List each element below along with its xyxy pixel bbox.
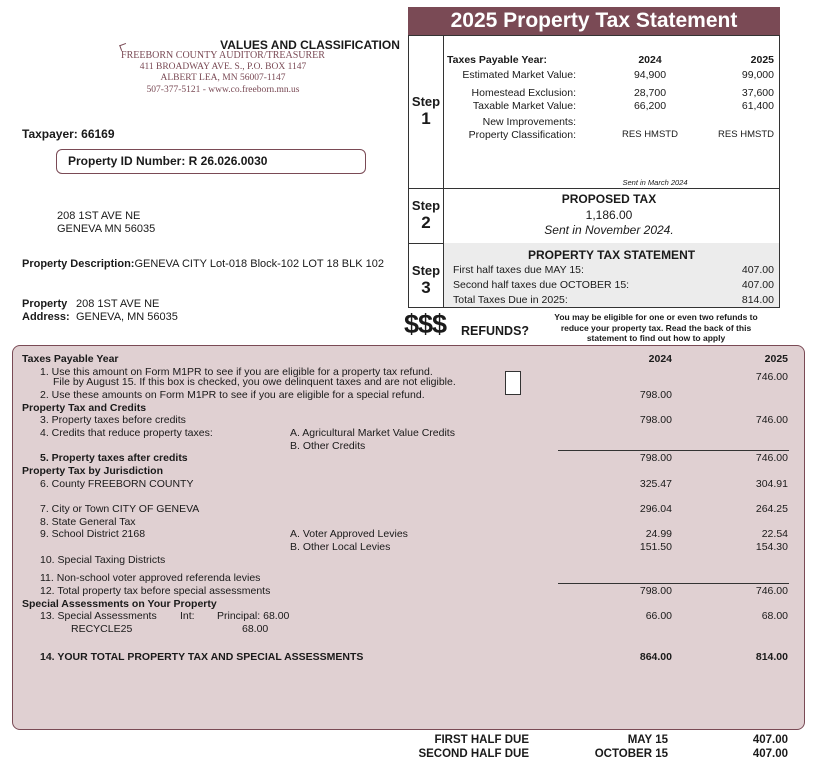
step1-row-value-2024: 66,200 bbox=[633, 100, 667, 112]
auditor-contact: 507-377-5121 - www.co.freeborn.mn.us bbox=[146, 84, 300, 95]
step1-header-label: Taxes Payable Year: bbox=[447, 54, 548, 66]
step1-row-value-2025: 99,000 bbox=[741, 69, 774, 81]
step-divider-1 bbox=[409, 188, 779, 189]
line13-value-2025: 68.00 bbox=[761, 610, 788, 622]
step1-row-value-2024: RES HMSTD bbox=[622, 129, 678, 140]
line13-principal: Principal: 68.00 bbox=[217, 610, 290, 622]
step2-heading: PROPOSED TAX bbox=[561, 192, 657, 206]
step1-heading: VALUES AND CLASSIFICATION bbox=[220, 38, 400, 52]
step1-word: Step bbox=[411, 94, 441, 109]
step3-row-label: Second half taxes due OCTOBER 15: bbox=[453, 279, 630, 291]
refunds-label: REFUNDS? bbox=[461, 324, 530, 338]
step1-row-value-2025: 37,600 bbox=[741, 87, 774, 99]
subtotal-rule-2 bbox=[558, 583, 789, 584]
step1-row-label: Taxable Market Value: bbox=[472, 100, 576, 112]
owner-address-line1: 208 1ST AVE NE bbox=[57, 210, 141, 222]
step1-row-label: New Improvements: bbox=[482, 116, 576, 128]
property-address-line1: 208 1ST AVE NE bbox=[76, 298, 160, 310]
taxes-payable-year-header: Taxes Payable Year bbox=[22, 353, 119, 365]
line6-text: 6. County FREEBORN COUNTY bbox=[40, 478, 194, 490]
line12-text: 12. Total property tax before special assessments bbox=[40, 585, 271, 597]
first-half-due-label: FIRST HALF DUE bbox=[434, 734, 529, 746]
line3-value-2024: 798.00 bbox=[639, 414, 672, 426]
line9b-value-2024: 151.50 bbox=[639, 541, 672, 553]
proposed-tax-value: 1,186.00 bbox=[585, 208, 633, 222]
line11-text: 11. Non-school voter approved referenda levies bbox=[40, 572, 261, 584]
line1-text-a: 1. Use this amount on Form M1PR to see if you are eligible for a property tax refund. bbox=[40, 366, 433, 378]
property-address-label2: Address: bbox=[22, 311, 70, 323]
step1-col2-header: 2025 bbox=[750, 54, 774, 66]
step1-sent-note: Sent in March 2024 bbox=[622, 178, 688, 187]
auditor-address1: 411 BROADWAY AVE. S., P.O. BOX 1147 bbox=[139, 61, 307, 72]
step2-label bbox=[409, 189, 444, 244]
property-address bbox=[22, 298, 178, 324]
line13-value-2024: 66.00 bbox=[645, 610, 672, 622]
line9a-text: A. Voter Approved Levies bbox=[290, 528, 408, 540]
refunds-info-line3: statement to find out how to apply bbox=[586, 333, 726, 343]
step1-col1-header: 2024 bbox=[638, 54, 662, 66]
step1-number: 1 bbox=[421, 109, 431, 128]
line13-item-amount: 68.00 bbox=[242, 623, 269, 635]
line14-value-2024: 864.00 bbox=[639, 651, 672, 663]
line4-text: 4. Credits that reduce property taxes: bbox=[40, 427, 213, 439]
line5-value-2025: 746.00 bbox=[755, 452, 788, 464]
section-tax-and-credits: Property Tax and Credits bbox=[22, 402, 147, 414]
subtotal-rule-1 bbox=[558, 450, 789, 451]
property-description-value: GENEVA CITY Lot-018 Block-102 LOT 18 BLK 102 bbox=[134, 258, 384, 270]
line2-value-2024: 798.00 bbox=[639, 389, 672, 401]
auditor-address2: ALBERT LEA, MN 56007-1147 bbox=[160, 73, 286, 83]
step3-row-label: Total Taxes Due in 2025: bbox=[453, 294, 568, 306]
line7-value-2025: 264.25 bbox=[755, 503, 788, 515]
step3-row-label: First half taxes due MAY 15: bbox=[453, 264, 584, 276]
step2-word: Step bbox=[411, 198, 441, 213]
col-2024-header: 2024 bbox=[648, 353, 672, 365]
owner-address bbox=[57, 210, 155, 236]
line13-interest-label: Int: bbox=[180, 610, 195, 622]
line10-text: 10. Special Taxing Districts bbox=[40, 554, 166, 566]
line5-value-2024: 798.00 bbox=[639, 452, 672, 464]
line14-text: 14. YOUR TOTAL PROPERTY TAX AND SPECIAL ASSESSMENTS bbox=[40, 651, 364, 663]
step1-row-value-2024: 94,900 bbox=[633, 69, 667, 81]
delinquent-checkbox bbox=[505, 371, 521, 395]
line13-text: 13. Special Assessments bbox=[40, 610, 157, 622]
owner-address-line2: GENEVA MN 56035 bbox=[57, 223, 156, 235]
line9-text: 9. School District 2168 bbox=[40, 528, 146, 540]
line6-value-2025: 304.91 bbox=[755, 478, 788, 490]
step3-heading: PROPERTY TAX STATEMENT bbox=[527, 248, 696, 262]
line2-text: 2. Use these amounts on Form M1PR to see if you are eligible for a special refund. bbox=[40, 389, 425, 401]
first-half-due-amount: 407.00 bbox=[752, 734, 788, 746]
property-description-label: Property Description: bbox=[22, 258, 135, 270]
line3-text: 3. Property taxes before credits bbox=[40, 414, 186, 426]
property-address-line2: GENEVA, MN 56035 bbox=[76, 311, 178, 323]
taxpayer-number: Taxpayer: 66169 bbox=[22, 127, 115, 141]
step3-label bbox=[409, 244, 444, 307]
refunds-info bbox=[538, 312, 774, 344]
statement-title: 2025 Property Tax Statement bbox=[408, 7, 780, 35]
step1-row-label: Homestead Exclusion: bbox=[471, 87, 576, 99]
section-special-assessments: Special Assessments on Your Property bbox=[22, 598, 217, 610]
step2-number: 2 bbox=[421, 213, 431, 232]
property-address-label1: Property bbox=[22, 298, 68, 310]
step1-label bbox=[409, 36, 444, 188]
line8-text: 8. State General Tax bbox=[40, 516, 136, 528]
property-id-box: Property ID Number: R 26.026.0030 bbox=[56, 149, 366, 174]
line4b-text: B. Other Credits bbox=[290, 440, 366, 452]
line12-value-2024: 798.00 bbox=[639, 585, 672, 597]
line1-text-b: File by August 15. If this box is checked, you owe delinquent taxes and are not eligible. bbox=[53, 376, 456, 388]
line1-value-2025: 746.00 bbox=[755, 371, 788, 383]
step3-row-value: 407.00 bbox=[741, 279, 774, 291]
second-half-due-amount: 407.00 bbox=[752, 748, 788, 760]
line5-text: 5. Property taxes after credits bbox=[40, 452, 188, 464]
line6-value-2024: 325.47 bbox=[639, 478, 672, 490]
second-half-due-label: SECOND HALF DUE bbox=[418, 748, 529, 760]
step3-word: Step bbox=[411, 263, 441, 278]
step1-row-label: Estimated Market Value: bbox=[462, 69, 576, 81]
line9a-value-2024: 24.99 bbox=[645, 528, 672, 540]
dollar-signs: $$$ bbox=[404, 309, 447, 339]
refunds-info-line2: reduce your property tax. Read the back of this bbox=[560, 322, 752, 333]
first-half-due-date: MAY 15 bbox=[627, 734, 668, 746]
property-description bbox=[22, 258, 384, 270]
line14-value-2025: 814.00 bbox=[755, 651, 788, 663]
line9b-text: B. Other Local Levies bbox=[290, 541, 391, 553]
step1-row-label: Property Classification: bbox=[468, 129, 576, 141]
line3-value-2025: 746.00 bbox=[755, 414, 788, 426]
line12-value-2025: 746.00 bbox=[755, 585, 788, 597]
refunds-info-line1: You may be eligible for one or even two refunds to bbox=[554, 312, 758, 322]
line13-item: RECYCLE25 bbox=[71, 623, 133, 635]
step2-sent-note: Sent in November 2024. bbox=[544, 223, 674, 237]
auditor-block bbox=[118, 50, 328, 96]
col-2025-header: 2025 bbox=[764, 353, 788, 365]
step1-row-value-2024: 28,700 bbox=[633, 87, 667, 99]
step3-row-value: 407.00 bbox=[741, 264, 774, 276]
line9a-value-2025: 22.54 bbox=[761, 528, 788, 540]
step3-row-value: 814.00 bbox=[741, 294, 774, 306]
step1-row-value-2025: 61,400 bbox=[741, 100, 774, 112]
section-jurisdiction: Property Tax by Jurisdiction bbox=[22, 465, 164, 477]
step1-row-value-2025: RES HMSTD bbox=[718, 129, 774, 140]
line7-text: 7. City or Town CITY OF GENEVA bbox=[40, 503, 200, 515]
line9b-value-2025: 154.30 bbox=[755, 541, 788, 553]
auditor-name: FREEBORN COUNTY AUDITOR/TREASURER bbox=[121, 50, 325, 61]
line4a-text: A. Agricultural Market Value Credits bbox=[290, 427, 455, 439]
second-half-due-date: OCTOBER 15 bbox=[594, 748, 668, 760]
line7-value-2024: 296.04 bbox=[639, 503, 672, 515]
step3-number: 3 bbox=[421, 278, 431, 297]
